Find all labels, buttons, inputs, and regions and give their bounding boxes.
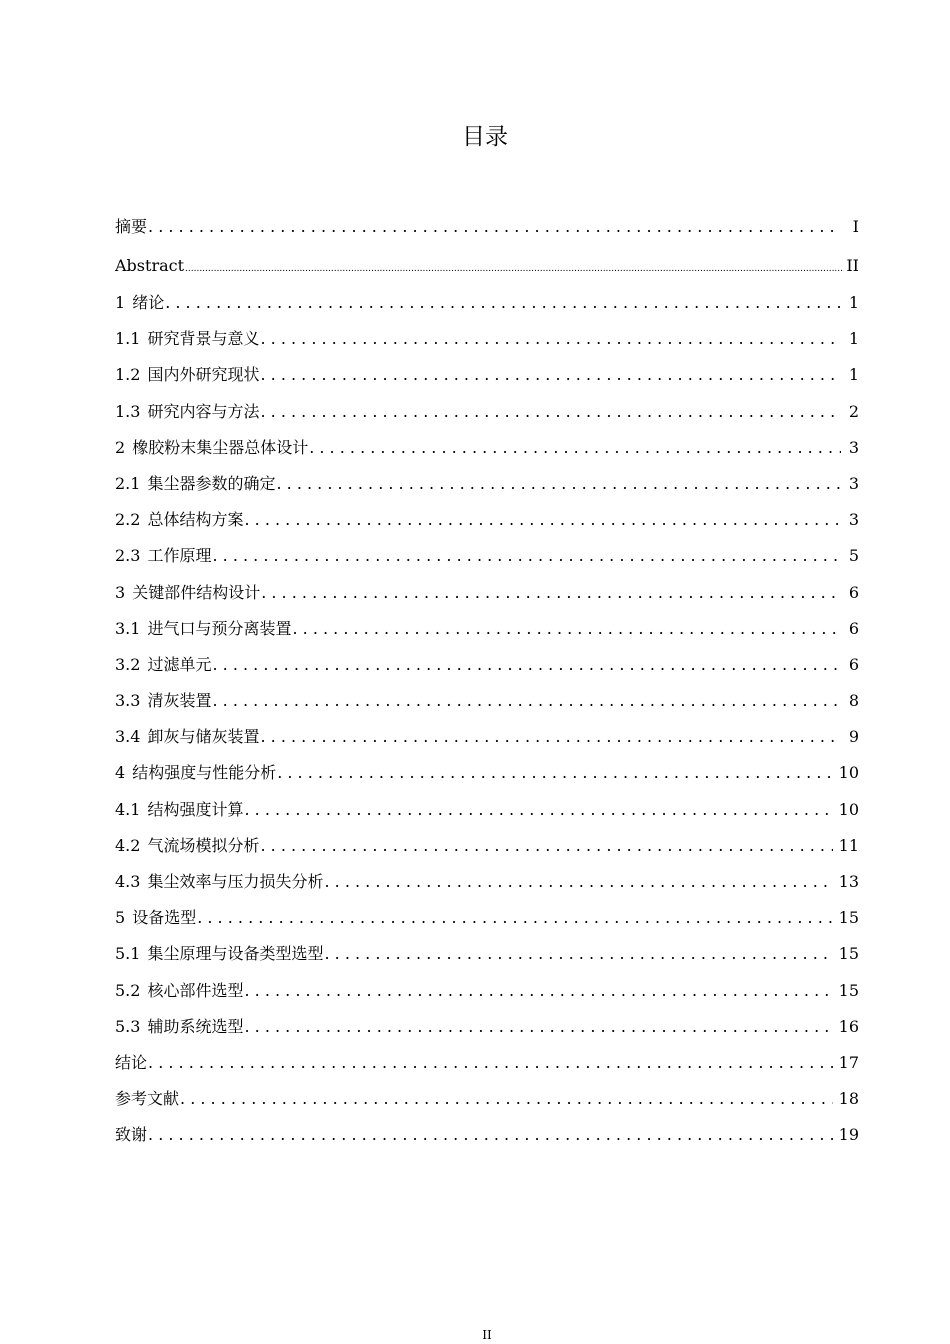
dot-leader: [196, 900, 832, 936]
toc-entry-title: [115, 683, 211, 719]
toc-entry-number: 4.1: [115, 799, 141, 819]
dot-leader: [184, 250, 844, 289]
toc-entry-page: 6: [848, 582, 859, 602]
toc-entry-title: [115, 357, 259, 393]
toc-entry-title: [115, 900, 196, 936]
toc-entry[interactable]: [115, 285, 859, 321]
toc-entry-title: [115, 502, 243, 538]
toc-entry-page: 15: [838, 908, 859, 928]
toc-entry-label: 致谢: [115, 1125, 148, 1145]
toc-entry[interactable]: [115, 246, 859, 285]
dot-leader: [211, 683, 841, 719]
toc-entry-title: [115, 246, 184, 285]
dot-leader: [308, 430, 841, 466]
toc-entry-label: 清灰装置: [147, 691, 212, 711]
toc-entry[interactable]: [115, 828, 859, 864]
toc-entry-label: 集尘效率与压力损失分析: [147, 872, 324, 891]
toc-entry-number: 3.3: [115, 691, 141, 711]
toc-entry-page: 16: [838, 1016, 859, 1036]
toc-entry-label: 参考文献: [115, 1089, 180, 1109]
toc-entry[interactable]: [115, 1081, 859, 1117]
toc-entry[interactable]: [115, 611, 859, 647]
toc-entry-label: 研究内容与方法: [147, 401, 260, 421]
toc-entry-title: [115, 538, 211, 574]
dot-leader: [179, 1081, 833, 1117]
toc-entry-page: 6: [848, 654, 859, 674]
toc-entry-label: 总体结构方案: [147, 510, 244, 530]
toc-entry-page: 11: [838, 835, 859, 855]
toc-entry-label: 卸灰与储灰装置: [147, 727, 260, 747]
toc-entry[interactable]: [115, 755, 859, 791]
toc-entry[interactable]: [115, 864, 859, 900]
toc-entry-number: 5.1: [115, 944, 141, 964]
toc-entry-label: 绪论: [132, 293, 165, 312]
toc-entry-number: 4.3: [115, 872, 141, 891]
toc-entry-title: [115, 936, 323, 972]
toc-entry-number: 2.3: [115, 546, 141, 566]
toc-entry-page: 3: [848, 437, 859, 457]
toc-entry-label: 集尘器参数的确定: [147, 473, 276, 493]
toc-entry-title: [115, 719, 259, 755]
toc-entry-number: 2.1: [115, 473, 141, 493]
toc-entry-label: 研究背景与意义: [147, 329, 260, 349]
toc-entry[interactable]: [115, 719, 859, 755]
toc-entry[interactable]: [115, 321, 859, 357]
dot-leader: [259, 828, 832, 864]
toc-entry-label: 工作原理: [147, 546, 212, 566]
toc-entry-number: 1.3: [115, 401, 141, 421]
toc-entry-title: [115, 207, 147, 246]
toc-entry[interactable]: [115, 973, 859, 1009]
toc-entry-number: 1.1: [115, 329, 141, 349]
toc-entry-title: [115, 575, 260, 611]
toc-entry[interactable]: [115, 502, 859, 538]
dot-leader: [164, 285, 841, 321]
dot-leader: [243, 792, 832, 828]
dot-leader: [243, 973, 832, 1009]
toc-entry-label: 集尘原理与设备类型选型: [147, 944, 324, 964]
toc-entry-page: II: [846, 256, 859, 275]
dot-leader: [291, 611, 841, 647]
toc-entry-label: 国内外研究现状: [147, 365, 260, 385]
toc-entry-label: 结构强度计算: [147, 799, 244, 819]
toc-entry[interactable]: [115, 538, 859, 574]
toc-entry[interactable]: [115, 792, 859, 828]
dot-leader: [259, 394, 841, 430]
toc-entry-label: 气流场模拟分析: [147, 835, 260, 855]
toc-entry[interactable]: [115, 936, 859, 972]
toc-entry-number: 2: [115, 437, 126, 457]
toc-entry-label: 进气口与预分离装置: [147, 618, 292, 638]
toc-entry-label: 橡胶粉末集尘器总体设计: [132, 437, 309, 457]
toc-entry-page: 10: [838, 763, 859, 783]
dot-leader: [243, 502, 841, 538]
toc-entry-title: [115, 1009, 243, 1045]
toc-entry-title: [115, 864, 323, 900]
toc-entry-page: 15: [838, 980, 859, 1000]
toc-entry[interactable]: [115, 357, 859, 393]
toc-entry-page: 6: [848, 618, 859, 638]
dot-leader: [323, 936, 832, 972]
toc-entry-title: [115, 285, 164, 321]
toc-entry-number: 4: [115, 763, 126, 783]
toc-entry-page: 1: [848, 293, 859, 312]
toc-entry-number: 3.2: [115, 654, 141, 674]
dot-leader: [147, 1045, 833, 1081]
toc-entry[interactable]: [115, 575, 859, 611]
toc-entry[interactable]: [115, 466, 859, 502]
dot-leader: [147, 207, 841, 246]
toc-entry-number: 1.2: [115, 365, 141, 385]
toc-entry-number: 3.4: [115, 727, 141, 747]
toc-entry-title: [115, 466, 275, 502]
toc-entry[interactable]: [115, 430, 859, 466]
toc-entry-label: Abstract: [115, 256, 185, 275]
toc-entry[interactable]: [115, 207, 859, 246]
toc-entry-title: [115, 1117, 147, 1153]
toc-entry-page: 18: [838, 1089, 859, 1109]
toc-entry[interactable]: [115, 1117, 859, 1153]
toc-entry-number: 3: [115, 582, 126, 602]
toc-entry-title: [115, 394, 259, 430]
dot-leader: [243, 1009, 832, 1045]
toc-entry-label: 关键部件结构设计: [132, 582, 261, 602]
toc-entry-page: 19: [838, 1125, 859, 1145]
table-of-contents: [115, 207, 859, 1154]
toc-entry-title: [115, 792, 243, 828]
dot-leader: [147, 1117, 833, 1153]
toc-entry[interactable]: [115, 1009, 859, 1045]
toc-entry-label: 摘要: [115, 217, 148, 236]
toc-entry-title: [115, 647, 211, 683]
page-title: 目录: [462, 124, 508, 150]
dot-leader: [211, 647, 841, 683]
dot-leader: [259, 321, 841, 357]
toc-entry-label: 设备选型: [132, 908, 197, 928]
toc-entry-page: 10: [838, 799, 859, 819]
toc-entry-page: 5: [848, 546, 859, 566]
toc-entry-page: 3: [848, 473, 859, 493]
toc-entry-title: [115, 611, 291, 647]
toc-entry-number: 5: [115, 908, 126, 928]
toc-entry-label: 过滤单元: [147, 654, 212, 674]
toc-entry-number: 1: [115, 293, 126, 312]
dot-leader: [259, 719, 841, 755]
toc-entry[interactable]: [115, 683, 859, 719]
toc-entry-page: 1: [848, 329, 859, 349]
toc-entry-title: [115, 828, 259, 864]
toc-entry-title: [115, 430, 308, 466]
toc-entry-page: 17: [838, 1052, 859, 1072]
dot-leader: [323, 864, 832, 900]
toc-entry-page: 3: [848, 510, 859, 530]
toc-entry-title: [115, 1081, 179, 1117]
dot-leader: [276, 755, 832, 791]
dot-leader: [260, 575, 841, 611]
toc-entry-page: 15: [838, 944, 859, 964]
page-number: II: [482, 1328, 492, 1342]
toc-entry-page: 2: [848, 401, 859, 421]
toc-entry-page: 8: [848, 691, 859, 711]
toc-entry-number: 5.3: [115, 1016, 141, 1036]
toc-entry-number: 3.1: [115, 618, 141, 638]
dot-leader: [275, 466, 841, 502]
toc-entry-title: [115, 1045, 147, 1081]
dot-leader: [259, 357, 841, 393]
toc-entry[interactable]: [115, 394, 859, 430]
toc-entry[interactable]: [115, 1045, 859, 1081]
toc-entry-title: [115, 321, 259, 357]
toc-entry-page: 9: [848, 727, 859, 747]
toc-entry-label: 结构强度与性能分析: [132, 763, 277, 783]
toc-entry-number: 4.2: [115, 835, 141, 855]
toc-entry-page: 13: [838, 872, 859, 891]
toc-entry-label: 核心部件选型: [147, 980, 244, 1000]
toc-entry-title: [115, 973, 243, 1009]
toc-entry-page: I: [852, 217, 859, 236]
toc-entry-label: 辅助系统选型: [147, 1016, 244, 1036]
toc-entry-number: 2.2: [115, 510, 141, 530]
toc-entry-page: 1: [848, 365, 859, 385]
dot-leader: [211, 538, 841, 574]
toc-entry-number: 5.2: [115, 980, 141, 1000]
toc-entry[interactable]: [115, 647, 859, 683]
toc-entry[interactable]: [115, 900, 859, 936]
toc-entry-label: 结论: [115, 1052, 148, 1072]
toc-entry-title: [115, 755, 276, 791]
